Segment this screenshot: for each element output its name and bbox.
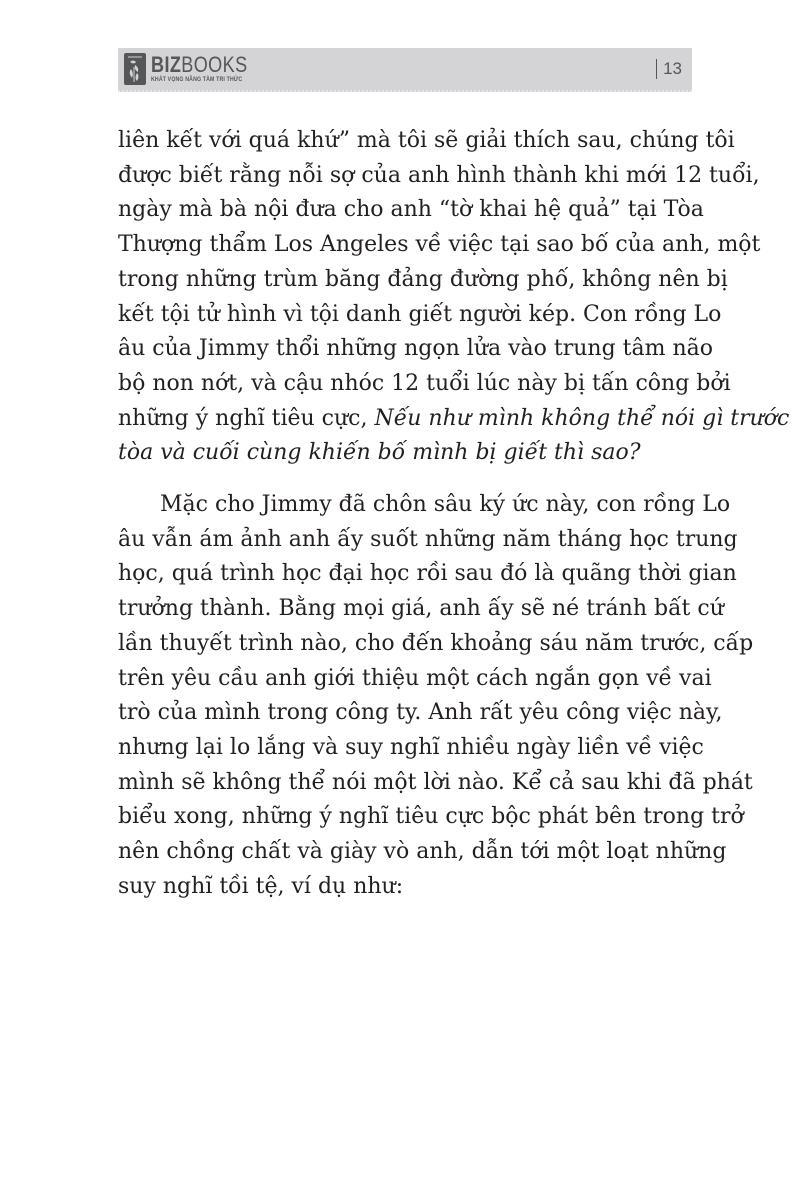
publisher-name-light: BOOKS [181, 52, 248, 77]
publisher-tagline: KHÁT VỌNG NÂNG TẦM TRI THỨC [151, 76, 243, 83]
text-line: nhưng lại lo lắng và suy nghĩ nhiều ngày liền về việc [118, 734, 704, 760]
text-line: được biết rằng nỗi sợ của anh hình thành khi mới 12 tuổi, [118, 162, 760, 188]
text-line: học, quá trình học đại học rồi sau đó là quãng thời gian [118, 561, 737, 587]
publisher-name [151, 54, 248, 76]
text-line: Mặc cho Jimmy đã chôn sâu ký ức này, con rồng Lo [160, 492, 731, 518]
book-flower-logo-icon [124, 53, 146, 85]
text-line: ngày mà bà nội đưa cho anh “tờ khai hệ quả” tại Tòa [118, 197, 704, 223]
text-line: bộ non nớt, và cậu nhóc 12 tuổi lúc này bị tấn công bởi [118, 370, 731, 396]
text-line: trên yêu cầu anh giới thiệu một cách ngắn gọn về vai [118, 665, 712, 691]
text-line: trò của mình trong công ty. Anh rất yêu công việc này, [118, 700, 723, 726]
text-line: âu vẫn ám ảnh anh ấy suốt những năm tháng học trung [118, 526, 738, 552]
paragraph-1 [118, 124, 790, 471]
inner-thought-italic: tòa và cuối cùng khiến bố mình bị giết thì sao? [118, 440, 641, 466]
text-line: Thượng thẩm Los Angeles về việc tại sao bố của anh, một [118, 232, 761, 258]
page-number [656, 58, 682, 80]
text-line: nên chồng chất và giày vò anh, dẫn tới một loạt những [118, 839, 727, 865]
text-line [118, 402, 790, 437]
text-line: mình sẽ không thể nói một lời nào. Kể cả sau khi đã phát [118, 769, 753, 795]
text-line: biểu xong, những ý nghĩ tiêu cực bộc phát bên trong trở [118, 804, 744, 830]
text-line: âu của Jimmy thổi những ngọn lửa vào trung tâm não [118, 336, 713, 362]
running-header [118, 48, 692, 92]
text-line: lần thuyết trình nào, cho đến khoảng sáu năm trước, cấp [118, 630, 754, 656]
text-line: suy nghĩ tồi tệ, ví dụ như: [118, 873, 404, 899]
text-line: liên kết với quá khứ” mà tôi sẽ giải thích sau, chúng tôi [118, 128, 735, 153]
text-line: trưởng thành. Bằng mọi giá, anh ấy sẽ né tránh bất cứ [118, 596, 724, 622]
text-line [118, 436, 688, 471]
paragraph-2 [118, 488, 754, 904]
text-line: trong những trùm băng đảng đường phố, không nên bị [118, 266, 728, 292]
text-plain: những ý nghĩ tiêu cực, [118, 405, 375, 431]
publisher-name-bold: BIZ [151, 52, 182, 77]
inner-thought-italic: Nếu như mình không thể nói gì trước [374, 405, 790, 431]
page-number-value: 13 [663, 59, 682, 78]
text-line: kết tội tử hình vì tội danh giết người kép. Con rồng Lo [118, 301, 722, 327]
publisher-logo [124, 52, 269, 86]
body-text [118, 124, 790, 904]
page-number-separator [656, 59, 657, 79]
